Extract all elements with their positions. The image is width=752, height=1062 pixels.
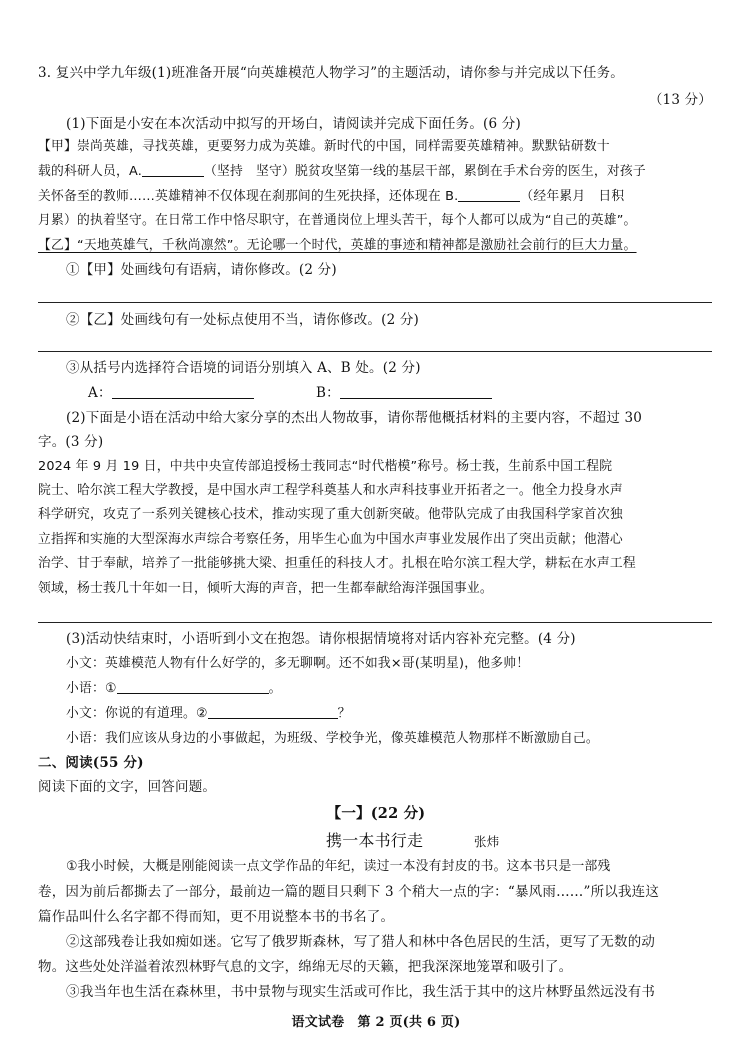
task-3-prompt: ③从括号内选择符合语境的词语分别填入 A、B 处。(2 分) <box>66 360 421 376</box>
essay-author: 张炜 <box>474 834 500 849</box>
material-line: 立指挥和实施的大型深海水声综合考察任务，用毕生心血为中国水声事业发展作出了突出贡献；他潜心 <box>38 532 623 547</box>
dialogue-line <box>66 704 351 724</box>
answer-a-blank[interactable] <box>112 384 254 399</box>
answer-b <box>316 383 492 403</box>
passage-text: 关怀备至的教师……英雄精神不仅体现在刹那间的生死抉择，还体现在 B. <box>38 189 459 204</box>
essay-paragraph-line: 篇作品叫什么名字都不得而知，更不用说整本书的书名了。 <box>38 909 395 925</box>
subquestion-2-prompt-cont: 字。(3 分) <box>38 434 104 450</box>
answer-a-label: A： <box>88 385 112 401</box>
blank-a[interactable] <box>142 162 204 177</box>
task-1-prompt: ①【甲】处画线句有语病，请你修改。(2 分) <box>66 262 337 278</box>
question-3-score: （13 分） <box>648 92 712 108</box>
answer-line[interactable] <box>38 351 712 352</box>
material-line: 2024 年 9 月 19 日，中共中央宣传部追授杨士莪同志“时代楷模”称号。杨士莪，生前系中国工程院 <box>38 459 613 474</box>
dialogue-end: 。 <box>268 681 282 696</box>
answer-line[interactable] <box>38 622 712 623</box>
answer-b-blank[interactable] <box>340 384 492 399</box>
essay-title: 携一本书行走 <box>326 831 424 850</box>
passage-text: （坚持 坚守）脱贫攻坚第一线的基层干部，累倒在手术台旁的医生，对孩子 <box>203 164 646 179</box>
passage-line: 月累）的执着坚守。在日常工作中恪尽职守，在普通岗位上埋头苦干，每个人都可以成为“自己的英雄”。 <box>38 213 637 228</box>
section-2-instruction: 阅读下面的文字，回答问题。 <box>38 779 217 795</box>
dialogue-speaker: 小语：① <box>66 681 117 696</box>
essay-paragraph-line: 卷，因为前后都撕去了一部分，最前边一篇的题目只剩下 3 个稍大一点的字：“暴风雨……”所以我连这 <box>38 884 660 900</box>
essay-paragraph-line: ①我小时候，大概是刚能阅读一点文学作品的年纪，读过一本没有封皮的书。这本书只是一部残 <box>66 859 611 874</box>
material-line: 科学研究，攻克了一系列关键核心技术，推动实现了重大创新突破。他带队完成了由我国科学家首次独 <box>38 507 623 522</box>
passage-text: 载的科研人员，A. <box>38 164 142 179</box>
dialogue-line: 小语：我们应该从身边的小事做起，为班级、学校争光，像英雄模范人物那样不断激励自己。 <box>66 731 599 746</box>
material-line: 院士、哈尔滨工程大学教授，是中国水声工程学科奠基人和水声科技事业开拓者之一。他全力投身水声 <box>38 483 623 498</box>
passage-underlined-line: 【乙】“天地英雄气，千秋尚凛然”。无论哪一个时代，英雄的事迹和精神都是激励社会前行的巨大力量。 <box>38 238 637 253</box>
passage-text: （经年累月 日积 <box>520 189 625 204</box>
task-2-prompt: ②【乙】处画线句有一处标点使用不当，请你修改。(2 分) <box>66 312 420 328</box>
material-line: 治学、甘于奉献，培养了一批能够挑大梁、担重任的科技人才。扎根在哈尔滨工程大学，耕耘在水声工程 <box>38 556 636 571</box>
answer-line[interactable] <box>38 302 712 303</box>
material-line: 领域，杨士莪几十年如一日，倾听大海的声音，把一生都奉献给海洋强国事业。 <box>38 581 493 596</box>
dialogue-line <box>66 679 282 699</box>
essay-paragraph-line: ③我当年也生活在森林里，书中景物与现实生活或可作比，我生活于其中的这片林野虽然远没有书 <box>66 984 656 1000</box>
answer-a <box>88 383 254 403</box>
passage-line: 【甲】崇尚英雄，寻找英雄，更要努力成为英雄。新时代的中国，同样需要英雄精神。默默钻研数十 <box>38 139 610 154</box>
reading-part-1-label: 【一】(22 分) <box>326 805 426 822</box>
subquestion-3-prompt: (3)活动快结束时，小语听到小文在抱怨。请你根据情境将对话内容补充完整。(4 分) <box>66 631 576 647</box>
subquestion-2-prompt: (2)下面是小语在活动中给大家分享的杰出人物故事，请你帮他概括材料的主要内容，不超过 30 <box>66 410 643 426</box>
subquestion-1-prompt: (1)下面是小安在本次活动中拟写的开场白，请阅读并完成下面任务。(6 分) <box>66 116 521 132</box>
passage-line <box>38 162 646 182</box>
question-3-title: 3. 复兴中学九年级(1)班准备开展“向英雄模范人物学习”的主题活动，请你参与并完成以下任务。 <box>38 65 624 81</box>
dialogue-end: ？ <box>337 706 351 721</box>
dialogue-blank-2[interactable] <box>208 704 338 719</box>
essay-paragraph-line: ②这部残卷让我如痴如迷。它写了俄罗斯森林，写了猎人和林中各色居民的生活，更写了无数的动 <box>66 934 656 950</box>
dialogue-blank-1[interactable] <box>117 679 269 694</box>
section-2-heading: 二、阅读(55 分) <box>38 755 144 771</box>
essay-paragraph-line: 物。这些处处洋溢着浓烈林野气息的文字，绵绵无尽的天籁，把我深深地笼罩和吸引了。 <box>38 959 573 975</box>
answer-b-label: B： <box>316 385 340 401</box>
page-footer: 语文试卷 第 2 页(共 6 页) <box>291 1015 461 1030</box>
dialogue-speaker: 小文：你说的有道理。② <box>66 706 208 721</box>
passage-line <box>38 187 624 207</box>
blank-b[interactable] <box>458 187 520 202</box>
dialogue-line: 小文：英雄模范人物有什么好学的，多无聊啊。还不如我×哥(某明星)，他多帅！ <box>66 656 530 671</box>
